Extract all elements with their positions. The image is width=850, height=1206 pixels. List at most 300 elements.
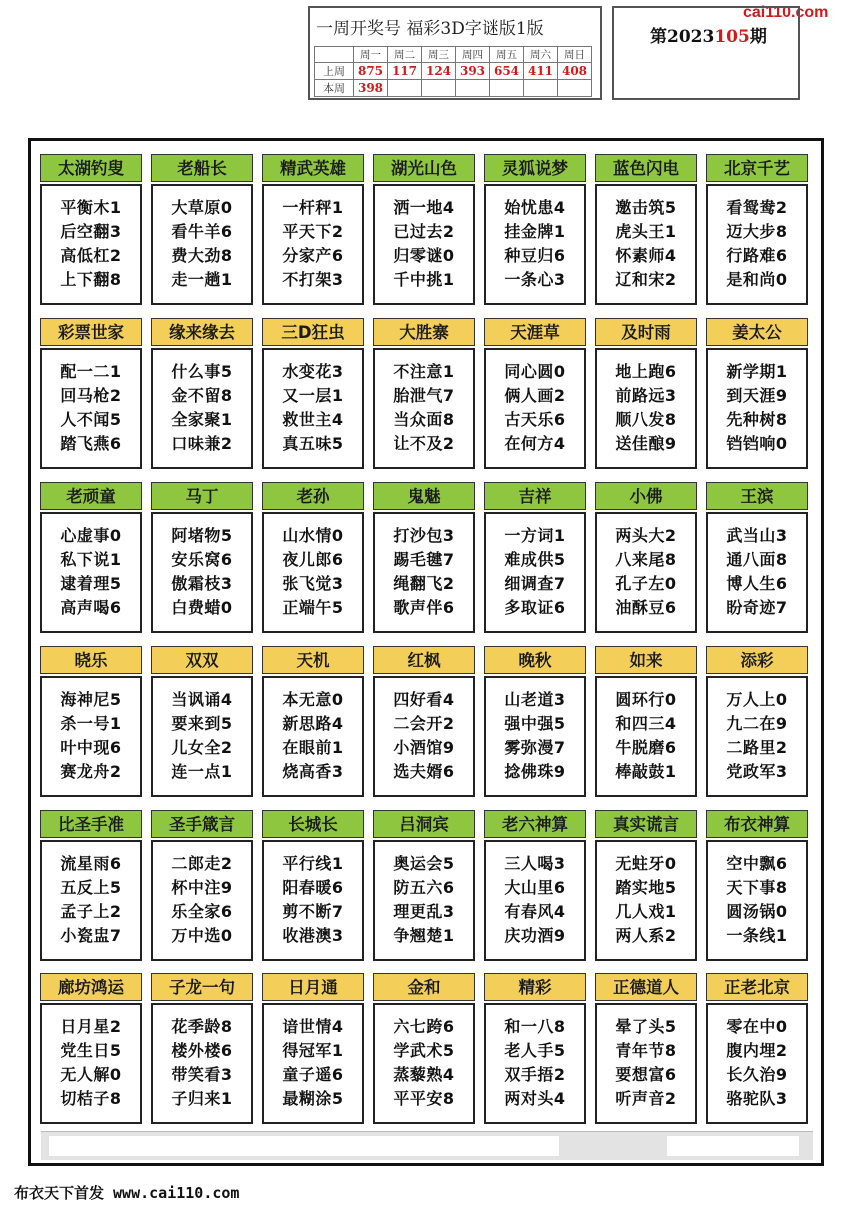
riddle-line: 和一八8 [504, 1017, 566, 1036]
day-header: 周五 [490, 47, 524, 63]
riddle-line: 阿堵物5 [171, 526, 233, 545]
riddle-line: 送佳酿9 [615, 434, 677, 453]
lottery-results-table [308, 6, 602, 100]
last-week-number: 411 [524, 63, 558, 80]
card-title: 彩票世家 [40, 318, 142, 346]
riddle-line: 捻佛珠9 [504, 762, 566, 781]
riddle-line: 腹内埋2 [726, 1041, 788, 1060]
riddle-line: 一杆秤1 [282, 198, 344, 217]
riddle-line: 收港澳3 [282, 926, 344, 945]
card-body [595, 676, 697, 797]
riddle-line: 谙世情4 [282, 1017, 344, 1036]
riddle-card [595, 973, 697, 1124]
riddle-line: 楼外楼6 [171, 1041, 233, 1060]
riddle-line: 平衡木1 [60, 198, 122, 217]
card-title: 精彩 [484, 973, 586, 1001]
card-title: 小佛 [595, 482, 697, 510]
riddle-line: 新思路4 [282, 714, 344, 733]
riddle-line: 多取证6 [504, 598, 566, 617]
card-body [484, 840, 586, 961]
riddle-line: 当讽诵4 [171, 690, 233, 709]
riddle-line: 雾弥漫7 [504, 738, 566, 757]
riddle-line: 后空翻3 [60, 222, 122, 241]
card-body [151, 840, 253, 961]
card-body [706, 676, 808, 797]
riddle-line: 始忧患4 [504, 198, 566, 217]
riddle-line: 小酒馆9 [393, 738, 455, 757]
card-body [595, 840, 697, 961]
riddle-line: 到天涯9 [726, 386, 788, 405]
card-title: 马丁 [151, 482, 253, 510]
period-box [612, 6, 800, 100]
bottom-bar [41, 1131, 813, 1160]
riddle-line: 安乐窝6 [171, 550, 233, 569]
riddle-board [28, 138, 824, 1166]
riddle-card [484, 646, 586, 797]
riddle-line: 看牛羊6 [171, 222, 233, 241]
riddle-card [40, 154, 142, 305]
riddle-line: 杯中注9 [171, 878, 233, 897]
riddle-line: 剪不断7 [282, 902, 344, 921]
riddle-card [151, 154, 253, 305]
riddle-line: 夜儿郎6 [282, 550, 344, 569]
card-title: 吉祥 [484, 482, 586, 510]
riddle-line: 傲霜枝3 [171, 574, 233, 593]
riddle-line: 晕了头5 [615, 1017, 677, 1036]
card-title: 正德道人 [595, 973, 697, 1001]
riddle-line: 牛脱磨6 [615, 738, 677, 757]
card-body [595, 348, 697, 469]
card-title: 日月通 [262, 973, 364, 1001]
card-body [373, 1003, 475, 1124]
riddle-line: 骆驼队3 [726, 1089, 788, 1108]
day-header: 周一 [354, 47, 388, 63]
card-body [595, 184, 697, 305]
card-title: 廊坊鸿运 [40, 973, 142, 1001]
riddle-line: 党政军3 [726, 762, 788, 781]
card-body [706, 184, 808, 305]
card-body [262, 676, 364, 797]
card-body [706, 512, 808, 633]
card-title: 王滨 [706, 482, 808, 510]
card-body [262, 512, 364, 633]
riddle-line: 乐全家6 [171, 902, 233, 921]
this-week-number: 398 [354, 80, 388, 97]
riddle-line: 零在中0 [726, 1017, 788, 1036]
riddle-line: 一条线1 [726, 926, 788, 945]
riddle-line: 新学期1 [726, 362, 788, 381]
riddle-line: 三人喝3 [504, 854, 566, 873]
riddle-line: 在何方4 [504, 434, 566, 453]
riddle-line: 庆功酒9 [504, 926, 566, 945]
riddle-line: 九二在9 [726, 714, 788, 733]
this-week-number [456, 80, 490, 97]
riddle-line: 不打架3 [282, 270, 344, 289]
card-body [262, 840, 364, 961]
card-title: 子龙一句 [151, 973, 253, 1001]
last-week-number: 117 [388, 63, 422, 80]
card-body [262, 348, 364, 469]
riddle-line: 人不闻5 [60, 410, 122, 429]
riddle-line: 邀击筑5 [615, 198, 677, 217]
riddle-line: 心虚事0 [60, 526, 122, 545]
riddle-line: 两对头4 [504, 1089, 566, 1108]
riddle-line: 分家产6 [282, 246, 344, 265]
riddle-line: 难成供5 [504, 550, 566, 569]
card-title: 湖光山色 [373, 154, 475, 182]
riddle-line: 前路远3 [615, 386, 677, 405]
riddle-line: 四好看4 [393, 690, 455, 709]
riddle-line: 古天乐6 [504, 410, 566, 429]
card-body [40, 348, 142, 469]
card-title: 圣手箴言 [151, 810, 253, 838]
riddle-line: 绳翻飞2 [393, 574, 455, 593]
card-title: 添彩 [706, 646, 808, 674]
riddle-card [151, 482, 253, 633]
riddle-line: 五反上5 [60, 878, 122, 897]
card-body [262, 184, 364, 305]
this-week-number [524, 80, 558, 97]
card-body [151, 676, 253, 797]
last-week-number: 393 [456, 63, 490, 80]
card-title: 老顽童 [40, 482, 142, 510]
card-body [484, 512, 586, 633]
riddle-card [262, 318, 364, 469]
riddle-card [706, 810, 808, 961]
day-header: 周六 [524, 47, 558, 63]
riddle-line: 踢毛毽7 [393, 550, 455, 569]
riddle-line: 俩人画2 [504, 386, 566, 405]
riddle-line: 地上跑6 [615, 362, 677, 381]
period-label: 第2023105期 [650, 27, 767, 47]
riddle-line: 顺八发8 [615, 410, 677, 429]
riddle-line: 通八面8 [726, 550, 788, 569]
card-body [484, 348, 586, 469]
riddle-line: 山老道3 [504, 690, 566, 709]
riddle-card [373, 646, 475, 797]
riddle-line: 学武术5 [393, 1041, 455, 1060]
riddle-card [706, 646, 808, 797]
riddle-line: 叶中现6 [60, 738, 122, 757]
riddle-line: 六七跨6 [393, 1017, 455, 1036]
card-body [40, 184, 142, 305]
last-week-number: 654 [490, 63, 524, 80]
riddle-line: 八来尾8 [615, 550, 677, 569]
riddle-line: 金不留8 [171, 386, 233, 405]
last-week-label: 上周 [315, 63, 354, 80]
riddle-line: 本无意0 [282, 690, 344, 709]
riddle-line: 平行线1 [282, 854, 344, 873]
riddle-line: 几人戏1 [615, 902, 677, 921]
riddle-line: 逮着理5 [60, 574, 122, 593]
site-logo-text[interactable]: cai110.com [743, 4, 829, 21]
riddle-card [595, 646, 697, 797]
riddle-line: 长久治9 [726, 1065, 788, 1084]
riddle-line: 子归来1 [171, 1089, 233, 1108]
riddle-card [595, 154, 697, 305]
riddle-line: 一方词1 [504, 526, 566, 545]
riddle-line: 怀素师4 [615, 246, 677, 265]
card-title: 金和 [373, 973, 475, 1001]
riddle-line: 党生日5 [60, 1041, 122, 1060]
card-title: 姜太公 [706, 318, 808, 346]
riddle-line: 小瓷盅7 [60, 926, 122, 945]
riddle-card [40, 810, 142, 961]
riddle-card [595, 482, 697, 633]
riddle-line: 配一二1 [60, 362, 122, 381]
riddle-line: 听声音2 [615, 1089, 677, 1108]
riddle-line: 烧高香3 [282, 762, 344, 781]
card-body [484, 1003, 586, 1124]
last-week-number: 124 [422, 63, 456, 80]
day-header: 周二 [388, 47, 422, 63]
riddle-line: 高低杠2 [60, 246, 122, 265]
card-body [40, 676, 142, 797]
day-header: 周三 [422, 47, 456, 63]
riddle-line: 赛龙舟2 [60, 762, 122, 781]
card-title: 晓乐 [40, 646, 142, 674]
riddle-line: 万中选0 [171, 926, 233, 945]
bar-blank-right [667, 1136, 799, 1156]
riddle-line: 救世主4 [282, 410, 344, 429]
card-title: 晚秋 [484, 646, 586, 674]
riddle-line: 博人生6 [726, 574, 788, 593]
riddle-line: 最糊涂5 [282, 1089, 344, 1108]
riddle-card [262, 973, 364, 1124]
riddle-card [262, 810, 364, 961]
card-title: 双双 [151, 646, 253, 674]
riddle-line: 什么事5 [171, 362, 233, 381]
riddle-line: 一条心3 [504, 270, 566, 289]
riddle-line: 要来到5 [171, 714, 233, 733]
riddle-card [40, 973, 142, 1124]
riddle-card [484, 318, 586, 469]
riddle-card [262, 154, 364, 305]
riddle-line: 要想富6 [615, 1065, 677, 1084]
card-title: 真实谎言 [595, 810, 697, 838]
riddle-line: 已过去2 [393, 222, 455, 241]
card-title: 吕洞宾 [373, 810, 475, 838]
card-title: 正老北京 [706, 973, 808, 1001]
riddle-line: 带笑看3 [171, 1065, 233, 1084]
riddle-line: 两头大2 [615, 526, 677, 545]
card-body [373, 512, 475, 633]
riddle-line: 又一层1 [282, 386, 344, 405]
riddle-line: 日月星2 [60, 1017, 122, 1036]
riddle-card [373, 482, 475, 633]
riddle-line: 歌声伴6 [393, 598, 455, 617]
card-body [151, 184, 253, 305]
riddle-line: 海神尼5 [60, 690, 122, 709]
card-body [40, 512, 142, 633]
riddle-line: 油酥豆6 [615, 598, 677, 617]
card-body [595, 1003, 697, 1124]
riddle-line: 是和尚0 [726, 270, 788, 289]
riddle-line: 花季龄8 [171, 1017, 233, 1036]
card-title: 太湖钓叟 [40, 154, 142, 182]
card-title: 及时雨 [595, 318, 697, 346]
riddle-card [262, 646, 364, 797]
card-title: 老六神算 [484, 810, 586, 838]
riddle-card [484, 154, 586, 305]
card-title: 长城长 [262, 810, 364, 838]
card-title: 天机 [262, 646, 364, 674]
riddle-line: 虎头王1 [615, 222, 677, 241]
riddle-line: 踏实地5 [615, 878, 677, 897]
riddle-line: 挂金牌1 [504, 222, 566, 241]
riddle-line: 洒一地4 [393, 198, 455, 217]
card-title: 比圣手准 [40, 810, 142, 838]
period-number: 105 [714, 27, 750, 47]
card-body [595, 512, 697, 633]
riddle-line: 切桔子8 [60, 1089, 122, 1108]
riddle-card [151, 318, 253, 469]
riddle-line: 天下事8 [726, 878, 788, 897]
riddle-line: 孟子上2 [60, 902, 122, 921]
riddle-line: 高声喝6 [60, 598, 122, 617]
day-header: 周日 [558, 47, 592, 63]
results-title: 一周开奖号 福彩3D字谜版1版 [316, 19, 544, 39]
riddle-line: 白费蜡0 [171, 598, 233, 617]
riddle-card [151, 810, 253, 961]
this-week-number [490, 80, 524, 97]
riddle-card [373, 810, 475, 961]
riddle-line: 不注意1 [393, 362, 455, 381]
riddle-line: 正端午5 [282, 598, 344, 617]
riddle-line: 老人手5 [504, 1041, 566, 1060]
card-body [706, 840, 808, 961]
riddle-card [40, 646, 142, 797]
card-title: 蓝色闪电 [595, 154, 697, 182]
riddle-line: 棒敲鼓1 [615, 762, 677, 781]
riddle-line: 强中强5 [504, 714, 566, 733]
card-body [151, 512, 253, 633]
day-header: 周四 [456, 47, 490, 63]
riddle-card [373, 154, 475, 305]
riddle-card [40, 318, 142, 469]
card-body [373, 840, 475, 961]
riddle-card [706, 482, 808, 633]
riddle-line: 孔子左0 [615, 574, 677, 593]
card-body [373, 184, 475, 305]
card-body [373, 676, 475, 797]
riddle-line: 铛铛响0 [726, 434, 788, 453]
riddle-line: 双手捂2 [504, 1065, 566, 1084]
riddle-card [706, 154, 808, 305]
riddle-line: 胎泄气7 [393, 386, 455, 405]
card-title: 北京千艺 [706, 154, 808, 182]
riddle-card [595, 318, 697, 469]
card-body [262, 1003, 364, 1124]
riddle-line: 两人系2 [615, 926, 677, 945]
riddle-line: 杀一号1 [60, 714, 122, 733]
riddle-line: 平平安8 [393, 1089, 455, 1108]
riddle-line: 和四三4 [615, 714, 677, 733]
riddle-line: 武当山3 [726, 526, 788, 545]
riddle-line: 儿女全2 [171, 738, 233, 757]
card-body [40, 1003, 142, 1124]
this-week-number [388, 80, 422, 97]
riddle-card [373, 973, 475, 1124]
footer-credit: 布衣天下首发 www.cai110.com [14, 1184, 240, 1202]
riddle-line: 二会开2 [393, 714, 455, 733]
riddle-line: 得冠军1 [282, 1041, 344, 1060]
card-title: 天涯草 [484, 318, 586, 346]
riddle-line: 私下说1 [60, 550, 122, 569]
riddle-line: 在眼前1 [282, 738, 344, 757]
card-title: 鬼魅 [373, 482, 475, 510]
this-week-number [558, 80, 592, 97]
riddle-line: 圆环行0 [615, 690, 677, 709]
riddle-line: 种豆归6 [504, 246, 566, 265]
card-body [40, 840, 142, 961]
riddle-line: 青年节8 [615, 1041, 677, 1060]
riddle-line: 奥运会5 [393, 854, 455, 873]
card-body [484, 184, 586, 305]
riddle-line: 踏飞燕6 [60, 434, 122, 453]
riddle-line: 让不及2 [393, 434, 455, 453]
bar-blank-left [49, 1136, 559, 1156]
riddle-line: 选夫婿6 [393, 762, 455, 781]
riddle-card [706, 318, 808, 469]
riddle-line: 二路里2 [726, 738, 788, 757]
riddle-card [151, 973, 253, 1124]
card-title: 老船长 [151, 154, 253, 182]
riddle-card [40, 482, 142, 633]
card-body [151, 348, 253, 469]
riddle-card [484, 973, 586, 1124]
riddle-line: 平天下2 [282, 222, 344, 241]
riddle-line: 有春风4 [504, 902, 566, 921]
riddle-line: 蒸藜熟4 [393, 1065, 455, 1084]
riddle-line: 全家聚1 [171, 410, 233, 429]
card-title: 精武英雄 [262, 154, 364, 182]
riddle-line: 圆汤锅0 [726, 902, 788, 921]
riddle-line: 无蛀牙0 [615, 854, 677, 873]
riddle-line: 童子遥6 [282, 1065, 344, 1084]
riddle-line: 无人解0 [60, 1065, 122, 1084]
riddle-card [373, 318, 475, 469]
card-title: 缘来缘去 [151, 318, 253, 346]
card-title: 大胜寨 [373, 318, 475, 346]
card-title: 三D狂虫 [262, 318, 364, 346]
riddle-line: 流星雨6 [60, 854, 122, 873]
riddle-line: 连一点1 [171, 762, 233, 781]
riddle-line: 空中飘6 [726, 854, 788, 873]
riddle-line: 防五六6 [393, 878, 455, 897]
riddle-card [706, 973, 808, 1124]
card-title: 灵狐说梦 [484, 154, 586, 182]
riddle-line: 同心圆0 [504, 362, 566, 381]
riddle-line: 山水情0 [282, 526, 344, 545]
riddle-line: 归零谜0 [393, 246, 455, 265]
riddle-card [595, 810, 697, 961]
riddle-line: 先种树8 [726, 410, 788, 429]
card-title: 布衣神算 [706, 810, 808, 838]
riddle-line: 口味兼2 [171, 434, 233, 453]
riddle-line: 当众面8 [393, 410, 455, 429]
this-week-number [422, 80, 456, 97]
riddle-line: 二郎走2 [171, 854, 233, 873]
card-body [373, 348, 475, 469]
riddle-line: 水变花3 [282, 362, 344, 381]
riddle-line: 看鸳鸯2 [726, 198, 788, 217]
riddle-line: 万人上0 [726, 690, 788, 709]
card-title: 老孙 [262, 482, 364, 510]
this-week-label: 本周 [315, 80, 354, 97]
riddle-line: 大草原0 [171, 198, 233, 217]
riddle-line: 千中挑1 [393, 270, 455, 289]
